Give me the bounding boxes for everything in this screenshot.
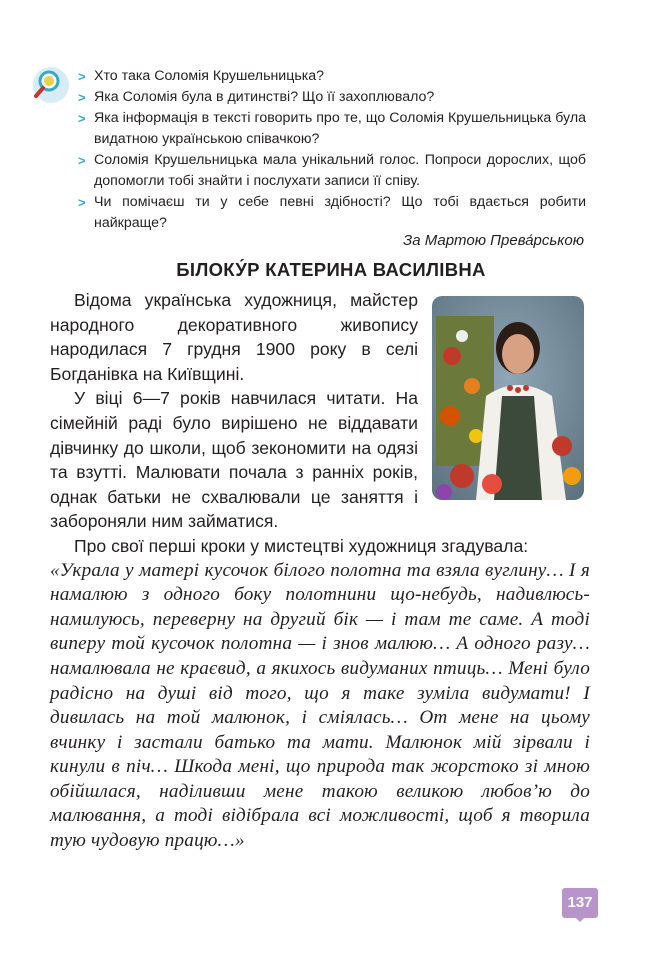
source-attribution: За Мартою Прева́рською (402, 232, 584, 249)
paragraph: Відома українська художниця, майстер народного декоративного живопису народилася 7 грудня 1900 року в селі Богданівка на Київщині. (50, 290, 418, 384)
page-number-tail (574, 916, 586, 922)
quote-block: «Украла у матері кусочок білого полотна та взяла вуглину… І я намалюю з одного боку полотнини що-небудь, надивлюсь-намилуюсь, переверну на другий бік — і там те саме. А тоді випеpу той кусочок полотна — і знов малюю… А одного разу… намалювала не краєвид, а якихось видуманих птиць… Мені було радісно на душі від того, що я таке зуміла видумати! І дивилась на той малюнок, і сміялась… От мене на цьому вчинку і застали батько та мати. Малюнок мій зірвали і кинули в піч… Шкода мені, що природа так жорстоко зі мною обійшлася, наділивши мене такою великою любов’ю до малювання, а тоді відібрала всі можливості, щоб я творила тую чудовую працю…» (50, 559, 590, 852)
page-number: 137 (562, 888, 598, 918)
paragraph: У віці 6—7 років навчилася читати. На сімейній раді було вирішено не віддавати дівчинку до школи, щоб зекономити на одязі та взутті. Малювати почала з ранніх років, однак батьки не схвалювали це заняття і забороняли ним займатися. (50, 388, 418, 532)
article-title: БІЛОКУ́Р КАТЕРИНА ВАСИЛІВНА (176, 259, 486, 280)
arrow-bullet-icon: > (78, 153, 86, 168)
question-item: > Яка інформація в тексті говорить про те, що Соломія Крушельницька була видатною українською співачкою? (78, 110, 586, 147)
arrow-bullet-icon: > (78, 195, 86, 210)
question-item: > Хто така Соломія Крушельницька? (78, 66, 586, 87)
question-item: > Соломія Крушельницька мала унікальний голос. Попроси дорослих, щоб допомогли тобі знайти і послухати записи її співу. (78, 152, 586, 189)
magnifier-icon (32, 66, 70, 104)
paragraph: Про свої перші кроки у мистецтві художниця згадувала: (74, 535, 529, 556)
article-body (50, 288, 590, 854)
arrow-bullet-icon: > (78, 69, 86, 84)
question-item: > Яка Соломія була в дитинстві? Що її захоплювало? (78, 87, 586, 108)
question-item: > Чи помічаєш ти у себе певні здібності? Що тобі вдається робити найкраще? (78, 194, 586, 231)
arrow-bullet-icon: > (78, 90, 86, 105)
question-list (78, 66, 586, 234)
arrow-bullet-icon: > (78, 111, 86, 126)
